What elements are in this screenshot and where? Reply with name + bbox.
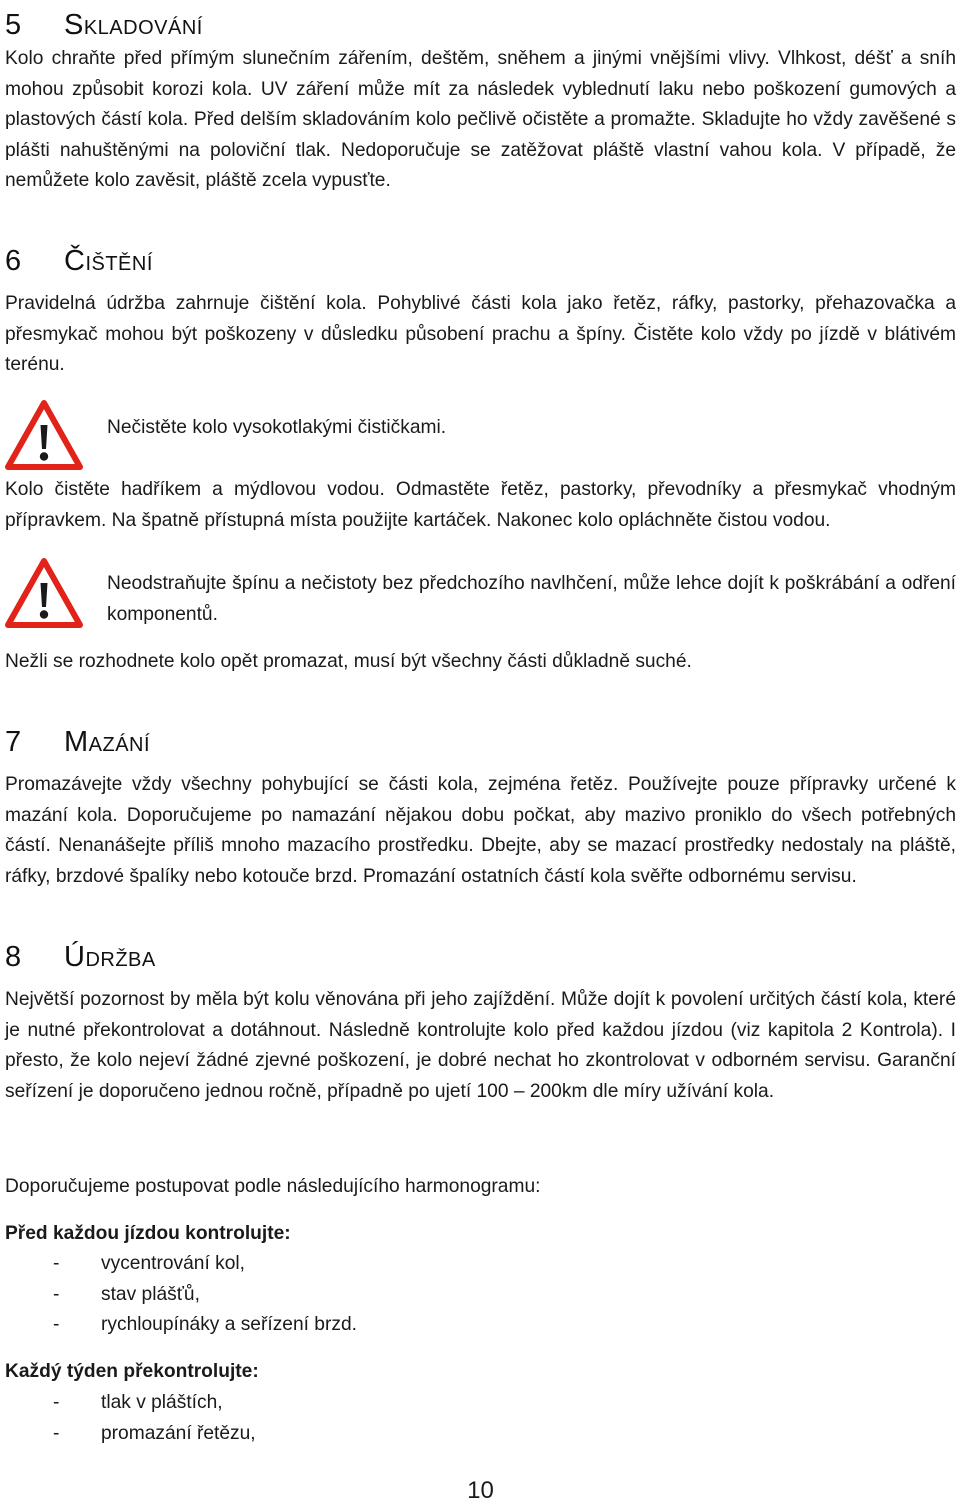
schedule-heading: Před každou jízdou kontrolujte: xyxy=(5,1223,291,1244)
warning-text: Nečistěte kolo vysokotlakými čističkami. xyxy=(107,417,447,438)
section-title: Čištění xyxy=(64,245,153,277)
paragraph: Nežli se rozhodnete kolo opět promazat, musí být všechny části důkladně suché. xyxy=(5,651,692,672)
section-title: Mazání xyxy=(64,726,151,758)
warning-triangle-icon xyxy=(5,399,83,471)
section-5-heading xyxy=(5,0,203,40)
section-number: 8 xyxy=(5,941,22,973)
section-number: 5 xyxy=(5,9,22,41)
page-number: 10 xyxy=(467,1477,494,1504)
warning-triangle-icon xyxy=(5,557,83,629)
paragraph: Doporučujeme postupovat podle následujícího harmonogramu: xyxy=(5,1176,541,1197)
paragraph: Největší pozornost by měla být kolu věnována při jeho zajíždění. Může dojít k povolení určitých částí kola, které je nutné překontrolovat a dotáhnout. Následně kontrolujte kolo před každou jízdou (viz kapitola 2 Kontrola). I přesto, že kolo nejeví žádné zjevné poškození, je dobré nechat ho zkontrolovat v odborném servisu. Garanční seřízení je doporučeno jednou ročně, případně po ujetí 100 – 200km dle míry užívání kola. xyxy=(5,989,956,1102)
section-title: Údržba xyxy=(64,941,156,973)
section-6-heading xyxy=(5,236,153,276)
section-title: Skladování xyxy=(64,9,203,41)
section-number: 6 xyxy=(5,245,22,277)
schedule-heading: Každý týden překontrolujte: xyxy=(5,1361,259,1382)
section-number: 7 xyxy=(5,726,22,758)
section-7-heading xyxy=(5,717,150,757)
paragraph: Kolo chraňte před přímým slunečním zářením, deštěm, sněhem a jinými vnějšími vlivy. Vlhkost, déšť a sníh mohou způsobit korozi kola. UV záření může mít za následek vyblednutí laku nebo poškození gumových a plastových částí kola. Před delším skladováním kolo pečlivě očistěte a promažte. Skladujte ho vždy zavěšené s plášti nahuštěnými na poloviční tlak. Nedoporučuje se zatěžovat pláště vlastní vahou kola. V případě, že nemůžete kolo zavěsit, pláště zcela vypusťte. xyxy=(5,48,956,192)
paragraph: Kolo čistěte hadříkem a mýdlovou vodou. Odmastěte řetěz, pastorky, převodníky a přesmykač vhodným přípravkem. Na špatně přístupná místa použijte kartáček. Nakonec kolo opláchněte čistou vodou. xyxy=(5,479,956,531)
paragraph: Pravidelná údržba zahrnuje čištění kola. Pohyblivé části kola jako řetěz, ráfky, pastorky, přehazovačka a přesmykač mohou být poškozeny v důsledku působení prachu a špíny. Čistěte kolo vždy po jízdě v blátivém terénu. xyxy=(5,293,956,376)
warning-text: Neodstraňujte špínu a nečistoty bez předchozího navlhčení, může lehce dojít k poškrábání a odření komponentů. xyxy=(107,573,956,625)
paragraph: Promazávejte vždy všechny pohybující se části kola, zejména řetěz. Používejte pouze přípravky určené k mazání kola. Doporučujeme po namazání nějakou dobu počkat, aby mazivo proniklo do všech potřebných částí. Nenanášejte příliš mnoho mazacího prostředku. Dbejte, aby se mazací prostředky nedostaly na pláště, ráfky, brzdové špalíky nebo kotouče brzd. Promazání ostatních částí kola svěřte odbornému servisu. xyxy=(5,774,956,887)
section-8-heading xyxy=(5,932,156,972)
